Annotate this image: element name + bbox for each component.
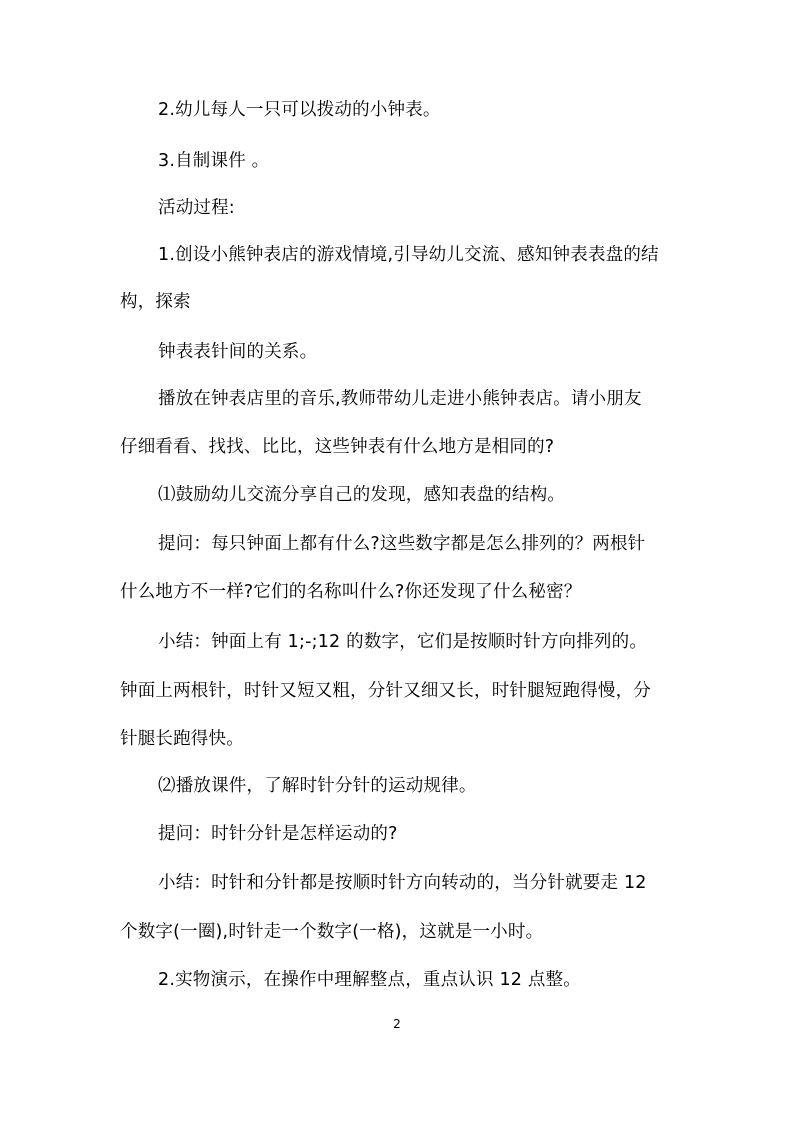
text-line-step1-cont2: 钟表表针间的关系。 (158, 342, 318, 362)
text-line-materials-clock: 2.幼儿每人一只可以拨动的小钟表。 (158, 100, 441, 120)
page-number: 2 (393, 1017, 401, 1031)
text-line-sub1: ⑴鼓励幼儿交流分享自己的发现，感知表盘的结构。 (158, 485, 566, 505)
text-line-summary1: 小结：钟面上有 1;-;12 的数字，它们是按顺时针方向排列的。 (158, 632, 648, 652)
text-line-question1-cont: 什么地方不一样?它们的名称叫什么?你还发现了什么秘密？ (120, 582, 582, 602)
text-line-summary1-cont2: 针腿长跑得快。 (120, 729, 244, 749)
text-line-step1-cont: 构，探索 (120, 292, 191, 312)
text-line-summary1-cont: 钟面上两根针，时针又短又粗，分针又细又长，时针腿短跑得慢，分 (120, 681, 651, 701)
text-line-music-cont: 仔细看看、找找、比比，这些钟表有什么地方是相同的? (120, 437, 555, 457)
text-line-step1: 1.创设小熊钟表店的游戏情境,引导幼儿交流、感知钟表表盘的结 (158, 245, 659, 265)
text-line-summary2-cont: 个数字(一圈),时针走一个数字(一格)，这就是一小时。 (120, 922, 544, 942)
section-heading-activity-process: 活动过程: (158, 198, 235, 218)
text-line-music: 播放在钟表店里的音乐,教师带幼儿走进小熊钟表店。请小朋友 (158, 389, 642, 409)
text-line-sub2: ⑵播放课件，了解时针分针的运动规律。 (158, 776, 477, 796)
text-line-step2: 2.实物演示，在操作中理解整点，重点认识 12 点整。 (158, 970, 581, 990)
text-line-question2: 提问：时针分针是怎样运动的? (158, 824, 398, 844)
text-line-summary2: 小结：时针和分针都是按顺时针方向转动的，当分针就要走 12 (158, 873, 647, 893)
text-line-materials-courseware: 3.自制课件 。 (158, 151, 270, 171)
text-line-question1: 提问：每只钟面上都有什么?这些数字都是怎么排列的？两根针 (158, 534, 646, 554)
